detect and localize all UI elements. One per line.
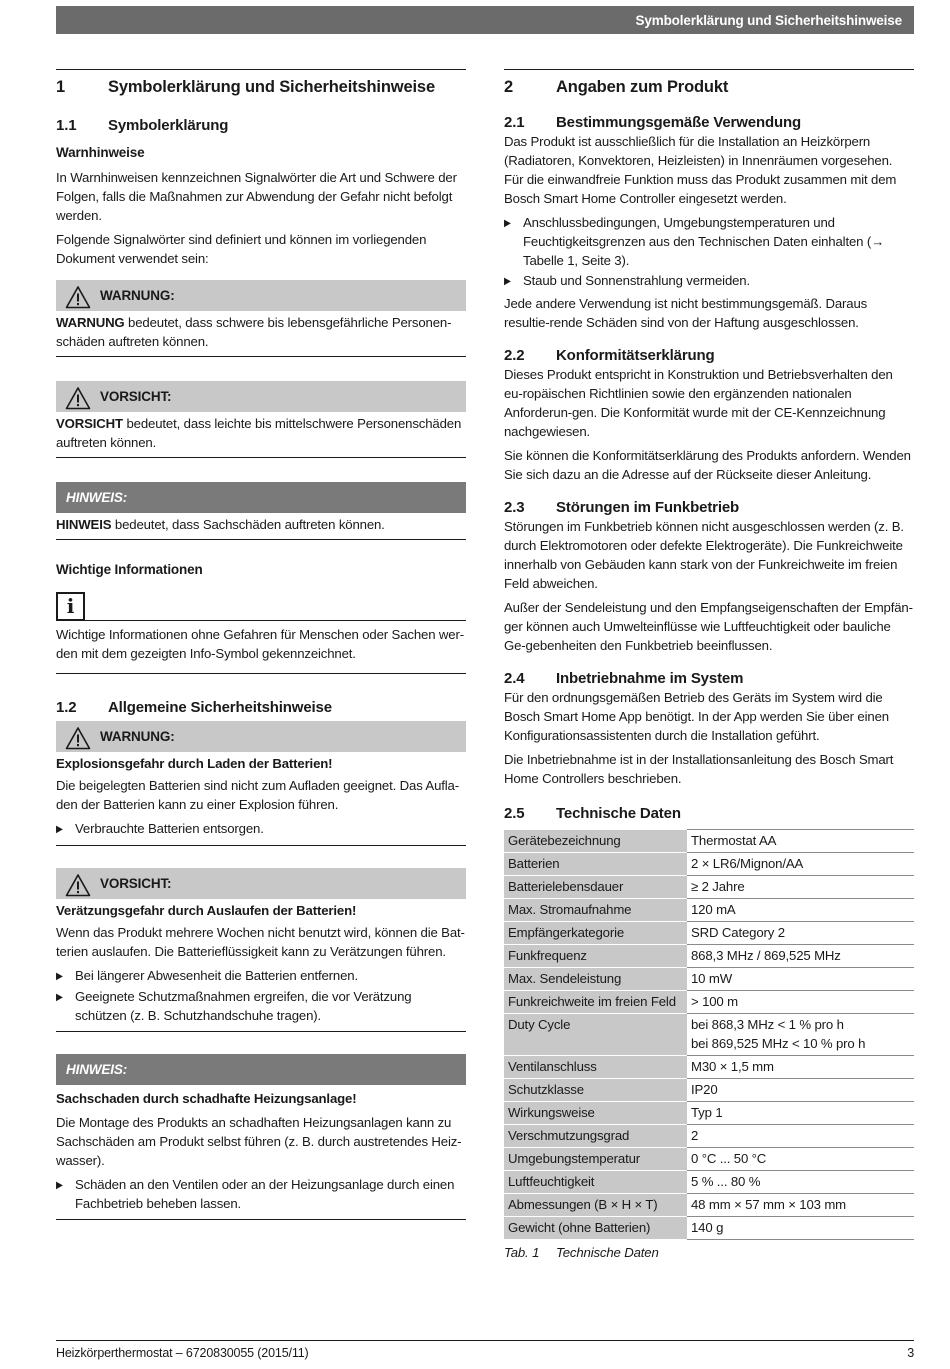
- table-value: 2 × LR6/Mignon/AA: [687, 853, 914, 876]
- table-value: SRD Category 2: [687, 922, 914, 945]
- table-row: [504, 991, 914, 1014]
- sh-hinweis-title: Sachschaden durch schadhafte Heizungsanlage!: [56, 1091, 357, 1106]
- sh-vorsicht-bar: VORSICHT:: [56, 868, 466, 899]
- section-2-1-heading: 2.1 Bestimmungsgemäße Verwendung: [504, 114, 802, 131]
- table-key: Verschmutzungsgrad: [504, 1125, 687, 1148]
- table-value: ≥ 2 Jahre: [687, 876, 914, 899]
- list-item: ▶ Verbrauchte Batterien entsorgen.: [56, 821, 264, 836]
- vorsicht-bar: VORSICHT:: [56, 381, 466, 412]
- table-row: [504, 1125, 914, 1148]
- table-value: > 100 m: [687, 991, 914, 1014]
- table-row: [504, 1194, 914, 1217]
- paragraph: Die Inbetriebnahme ist in der Installationsanleitung des Bosch Smart Home Controllers beschrieben.: [504, 752, 894, 786]
- table-value: bei 868,3 MHz < 1 % pro h bei 869,525 MHz < 10 % pro h: [687, 1014, 914, 1056]
- sh-hinweis-box: [56, 1054, 466, 1220]
- table-row: [504, 1148, 914, 1171]
- sh-warnung-bar: WARNUNG:: [56, 721, 466, 752]
- table-value: 5 % ... 80 %: [687, 1171, 914, 1194]
- table-value: 10 mW: [687, 968, 914, 991]
- table-value: Thermostat AA: [687, 830, 914, 853]
- warnung-box: [56, 280, 466, 357]
- table-value: 0 °C ... 50 °C: [687, 1148, 914, 1171]
- page-footer: [56, 1340, 914, 1363]
- sh-warnung-title: Explosionsgefahr durch Laden der Batterien!: [56, 756, 333, 771]
- paragraph: Störungen im Funkbetrieb können nicht ausgeschlossen werden (z. B. durch Elektromotoren oder defekte Elektrogeräte). Die Funkreichweite innerhalb von Gebäuden kann stark von der Funkreichweite im freien Feld abweichen.: [504, 519, 904, 591]
- table-row: [504, 830, 914, 853]
- paragraph: In Warnhinweisen kennzeichnen Signalwörter die Art und Schwere der Folgen, falls die Maßnahmen zur Abwendung der Gefahr nicht befolgt werden.: [56, 170, 457, 223]
- table-key: Funkfrequenz: [504, 945, 687, 968]
- sh-vorsicht-box: [56, 868, 466, 1032]
- page-number: 3: [907, 1346, 914, 1360]
- table-row: [504, 945, 914, 968]
- table-row: [504, 876, 914, 899]
- paragraph: Dieses Produkt entspricht in Konstruktion und Betriebsverhalten den eu-ropäischen Richtlinien sowie den ergänzenden nationalen Anforderun-gen. Die Konformität wurde mit der CE-Kennzeichnung nachgewiesen.: [504, 367, 893, 439]
- table-key: Schutzklasse: [504, 1079, 687, 1102]
- list-item: ▶ Anschlussbedingungen, Umgebungstemperaturen und Feuchtigkeitsgrenzen aus den Technischen Daten einhalten (→ Tabelle 1, Seite 3).: [504, 215, 885, 268]
- paragraph: Wichtige Informationen ohne Gefahren für Menschen oder Sachen wer-den mit dem gezeigten Info-Symbol gekennzeichnet.: [56, 627, 464, 661]
- table-row: [504, 922, 914, 945]
- warnung-bar: WARNUNG:: [56, 280, 466, 311]
- table-key: Luftfeuchtigkeit: [504, 1171, 687, 1194]
- table-row: [504, 1079, 914, 1102]
- table-key: Batterien: [504, 853, 687, 876]
- paragraph: Wenn das Produkt mehrere Wochen nicht benutzt wird, können die Bat-terien auslaufen. Die Batterieflüssigkeit kann zu Verätzungen führen.: [56, 925, 465, 959]
- hinweis-text: HINWEIS bedeutet, dass Sachschäden auftreten können.: [56, 517, 385, 532]
- paragraph: Sie können die Konformitätserklärung des Produkts anfordern. Wenden Sie sich dazu an die Adresse auf der Rückseite dieser Anleitung.: [504, 448, 911, 482]
- info-icon: i: [56, 592, 85, 621]
- table-key: Abmessungen (B × H × T): [504, 1194, 687, 1217]
- section-2-4-heading: 2.4 Inbetriebnahme im System: [504, 670, 744, 687]
- warning-triangle-icon: [56, 721, 100, 752]
- table-value: 140 g: [687, 1217, 914, 1240]
- table-key: Max. Stromaufnahme: [504, 899, 687, 922]
- table-key: Ventilanschluss: [504, 1056, 687, 1079]
- paragraph: Folgende Signalwörter sind definiert und können im vorliegenden Dokument verwendet sein:: [56, 232, 427, 266]
- list-item: ▶ Bei längerer Abwesenheit die Batterien entfernen.: [56, 968, 358, 983]
- paragraph: Jede andere Verwendung ist nicht bestimmungsgemäß. Daraus resultie-rende Schäden sind von der Haftung ausgeschlossen.: [504, 296, 868, 330]
- list-item: ▶ Staub und Sonnenstrahlung vermeiden.: [504, 273, 751, 288]
- vorsicht-text: VORSICHT bedeutet, dass leichte bis mittelschwere Personenschäden auftreten können.: [56, 416, 462, 450]
- vorsicht-box: [56, 381, 466, 458]
- warning-triangle-icon: [56, 868, 100, 899]
- section-2-2-heading: 2.2 Konformitätserklärung: [504, 347, 715, 364]
- section-2-heading: 2 Angaben zum Produkt: [504, 69, 914, 106]
- section-1-1-heading: 1.1 Symbolerklärung: [56, 117, 229, 134]
- footer-doc-info: Heizkörperthermostat – 6720830055 (2015/11): [56, 1346, 309, 1360]
- paragraph: Die beigelegten Batterien sind nicht zum Aufladen geeignet. Das Aufla-den der Batterien kann zu einer Explosion führen.: [56, 778, 459, 812]
- right-column: [504, 69, 914, 1262]
- wichtige-informationen-heading: Wichtige Informationen: [56, 562, 203, 577]
- paragraph: Außer der Sendeleistung und den Empfangseigenschaften der Empfän-ger können auch Umwelteinflüsse wie Luftfeuchtigkeit oder bauliche Ge-gebenheiten den Funkbetrieb beeinflussen.: [504, 600, 913, 653]
- list-item: ▶ Schäden an den Ventilen oder an der Heizungsanlage durch einen Fachbetrieb beheben lassen.: [56, 1177, 455, 1211]
- table-key: Empfängerkategorie: [504, 922, 687, 945]
- info-box: [56, 591, 466, 621]
- table-row: [504, 1102, 914, 1125]
- section-1-heading: 1 Symbolerklärung und Sicherheitshinweise: [56, 69, 466, 106]
- table-key: Duty Cycle: [504, 1014, 687, 1056]
- table-caption: Tab. 1 Technische Daten: [504, 1245, 659, 1260]
- paragraph: Für den ordnungsgemäßen Betrieb des Geräts im System wird die Bosch Smart Home App benötigt. In der App werden Sie über einen Konfigurationsassistenten durch die Installation geführt.: [504, 690, 889, 743]
- hinweis-box: [56, 482, 466, 540]
- table-key: Umgebungstemperatur: [504, 1148, 687, 1171]
- sh-vorsicht-title: Verätzungsgefahr durch Auslaufen der Batterien!: [56, 903, 357, 918]
- table-key: Gerätebezeichnung: [504, 830, 687, 853]
- sh-warnung-box: [56, 721, 466, 846]
- list-item: ▶ Geeignete Schutzmaßnahmen ergreifen, die vor Verätzung schützen (z. B. Schutzhandschuhe tragen).: [56, 989, 412, 1023]
- paragraph: Die Montage des Produkts an schadhaften Heizungsanlagen kann zu Sachschäden am Produkt selbst führen (z. B. durch austretendes Heiz-wasser).: [56, 1115, 462, 1168]
- table-row: [504, 1014, 914, 1056]
- page-header: Symbolerklärung und Sicherheitshinweise: [56, 6, 914, 34]
- table-value: Typ 1: [687, 1102, 914, 1125]
- table-key: Gewicht (ohne Batterien): [504, 1217, 687, 1240]
- table-value: 120 mA: [687, 899, 914, 922]
- table-row: [504, 853, 914, 876]
- table-key: Wirkungsweise: [504, 1102, 687, 1125]
- left-column: [56, 69, 466, 1220]
- table-value: 2: [687, 1125, 914, 1148]
- table-value: 48 mm × 57 mm × 103 mm: [687, 1194, 914, 1217]
- section-1-2-heading: 1.2 Allgemeine Sicherheitshinweise: [56, 699, 332, 716]
- warning-triangle-icon: [56, 381, 100, 412]
- warnhinweise-heading: Warnhinweise: [56, 145, 145, 160]
- table-value: 868,3 MHz / 869,525 MHz: [687, 945, 914, 968]
- table-value: M30 × 1,5 mm: [687, 1056, 914, 1079]
- hinweis-bar: HINWEIS:: [56, 482, 466, 513]
- table-row: [504, 1171, 914, 1194]
- info-text-box: [56, 625, 466, 674]
- table-row: [504, 1056, 914, 1079]
- table-key: Funkreichweite im freien Feld: [504, 991, 687, 1014]
- table-row: [504, 968, 914, 991]
- table-key: Max. Sendeleistung: [504, 968, 687, 991]
- sh-hinweis-bar: HINWEIS:: [56, 1054, 466, 1085]
- table-key: Batterielebensdauer: [504, 876, 687, 899]
- warning-triangle-icon: [56, 280, 100, 311]
- technical-data-table: [504, 829, 914, 1240]
- section-2-5-heading: 2.5 Technische Daten: [504, 805, 681, 822]
- warnung-text: WARNUNG bedeutet, dass schwere bis lebensgefährliche Personen-schäden auftreten können.: [56, 315, 452, 349]
- table-value: IP20: [687, 1079, 914, 1102]
- table-row: [504, 899, 914, 922]
- paragraph: Das Produkt ist ausschließlich für die Installation an Heizkörpern (Radiatoren, Konvektoren, Heizleisten) in Innenräumen vorgesehen. Für die einwandfreie Funktion muss das Produkt zusammen mit dem Bosch Smart Home Controller eingesetzt werden.: [504, 134, 897, 206]
- table-row: [504, 1217, 914, 1240]
- section-2-3-heading: 2.3 Störungen im Funkbetrieb: [504, 499, 740, 516]
